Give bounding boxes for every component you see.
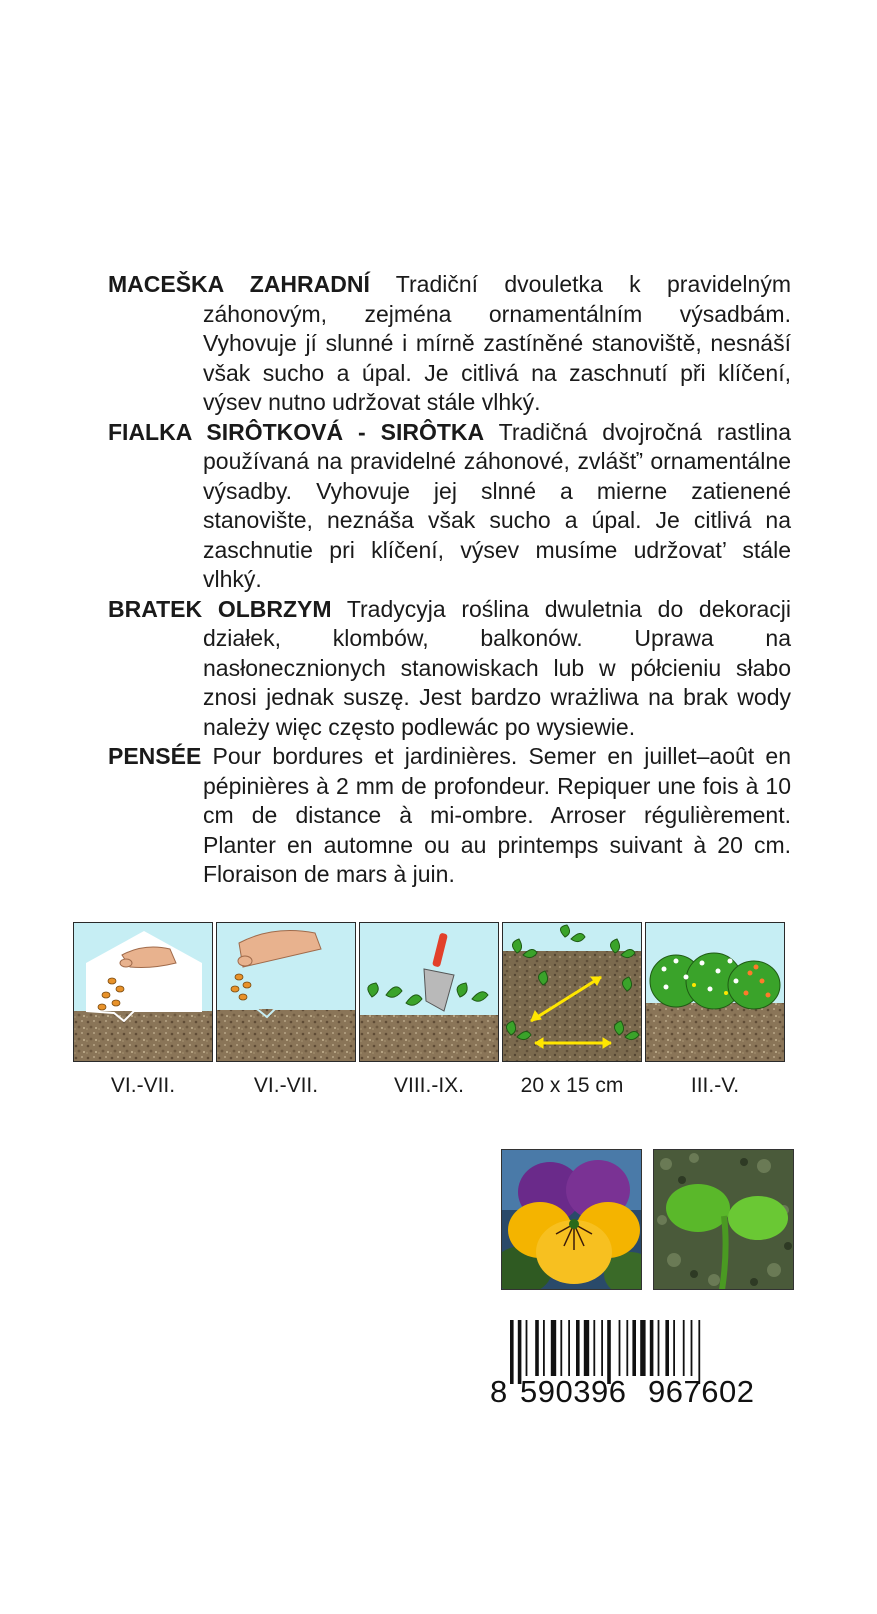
step-flowering	[645, 922, 785, 1062]
barcode-bar	[526, 1320, 528, 1376]
step-label-1: VI.-VII.	[110, 1074, 176, 1097]
plant-text: Pour bordures et jardinières. Semer en juillet–août en pépinières à 2 mm de profondeur. Repiquer une fois à 10 cm de distance à mi-ombre. Arroser régulièrement. Planter en automne ou au printemps suivant à 20 cm. Floraison de mars à juin.	[203, 743, 791, 887]
barcode-bar	[593, 1320, 595, 1376]
spacing-icon	[503, 923, 642, 1062]
plant-text: Tradycyja roślina dwuletnia do dekoracji działek, klombów, balkonów. Uprawa na nasłonecznionych stanowiskach lub w półcieniu słabo znosi jednak suszę. Jest bardzo wrażliwa na brak wody należy więc często podlewác po wysiewie.	[203, 595, 791, 740]
description-cz	[108, 270, 791, 418]
step-label-3: VIII.-IX.	[393, 1074, 464, 1097]
descriptions	[108, 270, 791, 890]
plant-text: Tradičná dvojročná rastlina používaná na pravidelné záhonové, zvlášť’ ornamentálne výsadby. Vyhovuje jej slnné a mierne zatienené stanovište, neznáša však sucho a úpal. Je citlivá na zaschnutie pri klíčení, výsev musíme udržovat’ stále vlhký.	[203, 418, 792, 592]
step-sowing-outdoor	[216, 922, 356, 1062]
barcode	[490, 1320, 795, 1410]
barcode-group-2: 967602	[648, 1374, 755, 1409]
barcode-bar	[510, 1320, 514, 1384]
pansy-flower-photo	[501, 1149, 642, 1290]
description-pl	[108, 595, 791, 743]
barcode-bar	[626, 1320, 628, 1376]
barcode-bar	[619, 1320, 621, 1376]
barcode-bar	[640, 1320, 645, 1376]
barcode-bar	[601, 1320, 603, 1376]
barcode-bar	[665, 1320, 669, 1376]
step-sowing-greenhouse	[73, 922, 213, 1062]
barcode-bar	[658, 1320, 660, 1376]
barcode-bar	[632, 1320, 636, 1376]
plant-name: PENSÉE	[108, 743, 202, 769]
step-labels	[73, 1074, 806, 1104]
sowing-outdoor-icon	[217, 923, 356, 1062]
step-label-4: 20 x 15 cm	[520, 1074, 624, 1097]
step-transplanting	[359, 922, 499, 1062]
barcode-bar	[691, 1320, 693, 1376]
barcode-bar	[576, 1320, 580, 1376]
barcode-bar	[650, 1320, 654, 1376]
seedling-photo	[653, 1149, 794, 1290]
step-label-5: III.-V.	[690, 1074, 740, 1097]
plant-name: BRATEK OLBRZYM	[108, 595, 332, 622]
barcode-group-1: 590396	[520, 1374, 627, 1409]
barcode-first-digit: 8	[490, 1374, 508, 1409]
description-sk	[108, 418, 791, 595]
flowering-icon	[646, 923, 785, 1062]
plant-name: MACEŠKA ZAHRADNÍ	[108, 271, 370, 297]
barcode-bar	[568, 1320, 570, 1376]
barcode-bar	[543, 1320, 545, 1376]
cultivation-steps	[73, 922, 806, 1062]
step-label-2: VI.-VII.	[253, 1074, 319, 1097]
barcode-bar	[560, 1320, 562, 1376]
barcode-bar	[584, 1320, 589, 1376]
transplanting-icon	[360, 923, 499, 1062]
barcode-bar	[551, 1320, 556, 1376]
sowing-greenhouse-icon	[74, 923, 213, 1062]
barcode-bar	[673, 1320, 675, 1376]
barcode-bar	[535, 1320, 539, 1376]
barcode-bar	[683, 1320, 685, 1376]
plant-name: FIALKA SIRÔTKOVÁ - SIRÔTKA	[108, 418, 485, 445]
description-fr	[108, 742, 791, 890]
plant-text: Tradiční dvouletka k pravidelným záhonovým, zejména ornamentálním výsadbám. Vyhovuje jí slunné i mírně zastíněné stanoviště, nesnáší však sucho a úpal. Je citlivá na zaschnutí při klíčení, výsev nutno udržovat stále vlhký.	[203, 271, 791, 415]
step-spacing	[502, 922, 642, 1062]
